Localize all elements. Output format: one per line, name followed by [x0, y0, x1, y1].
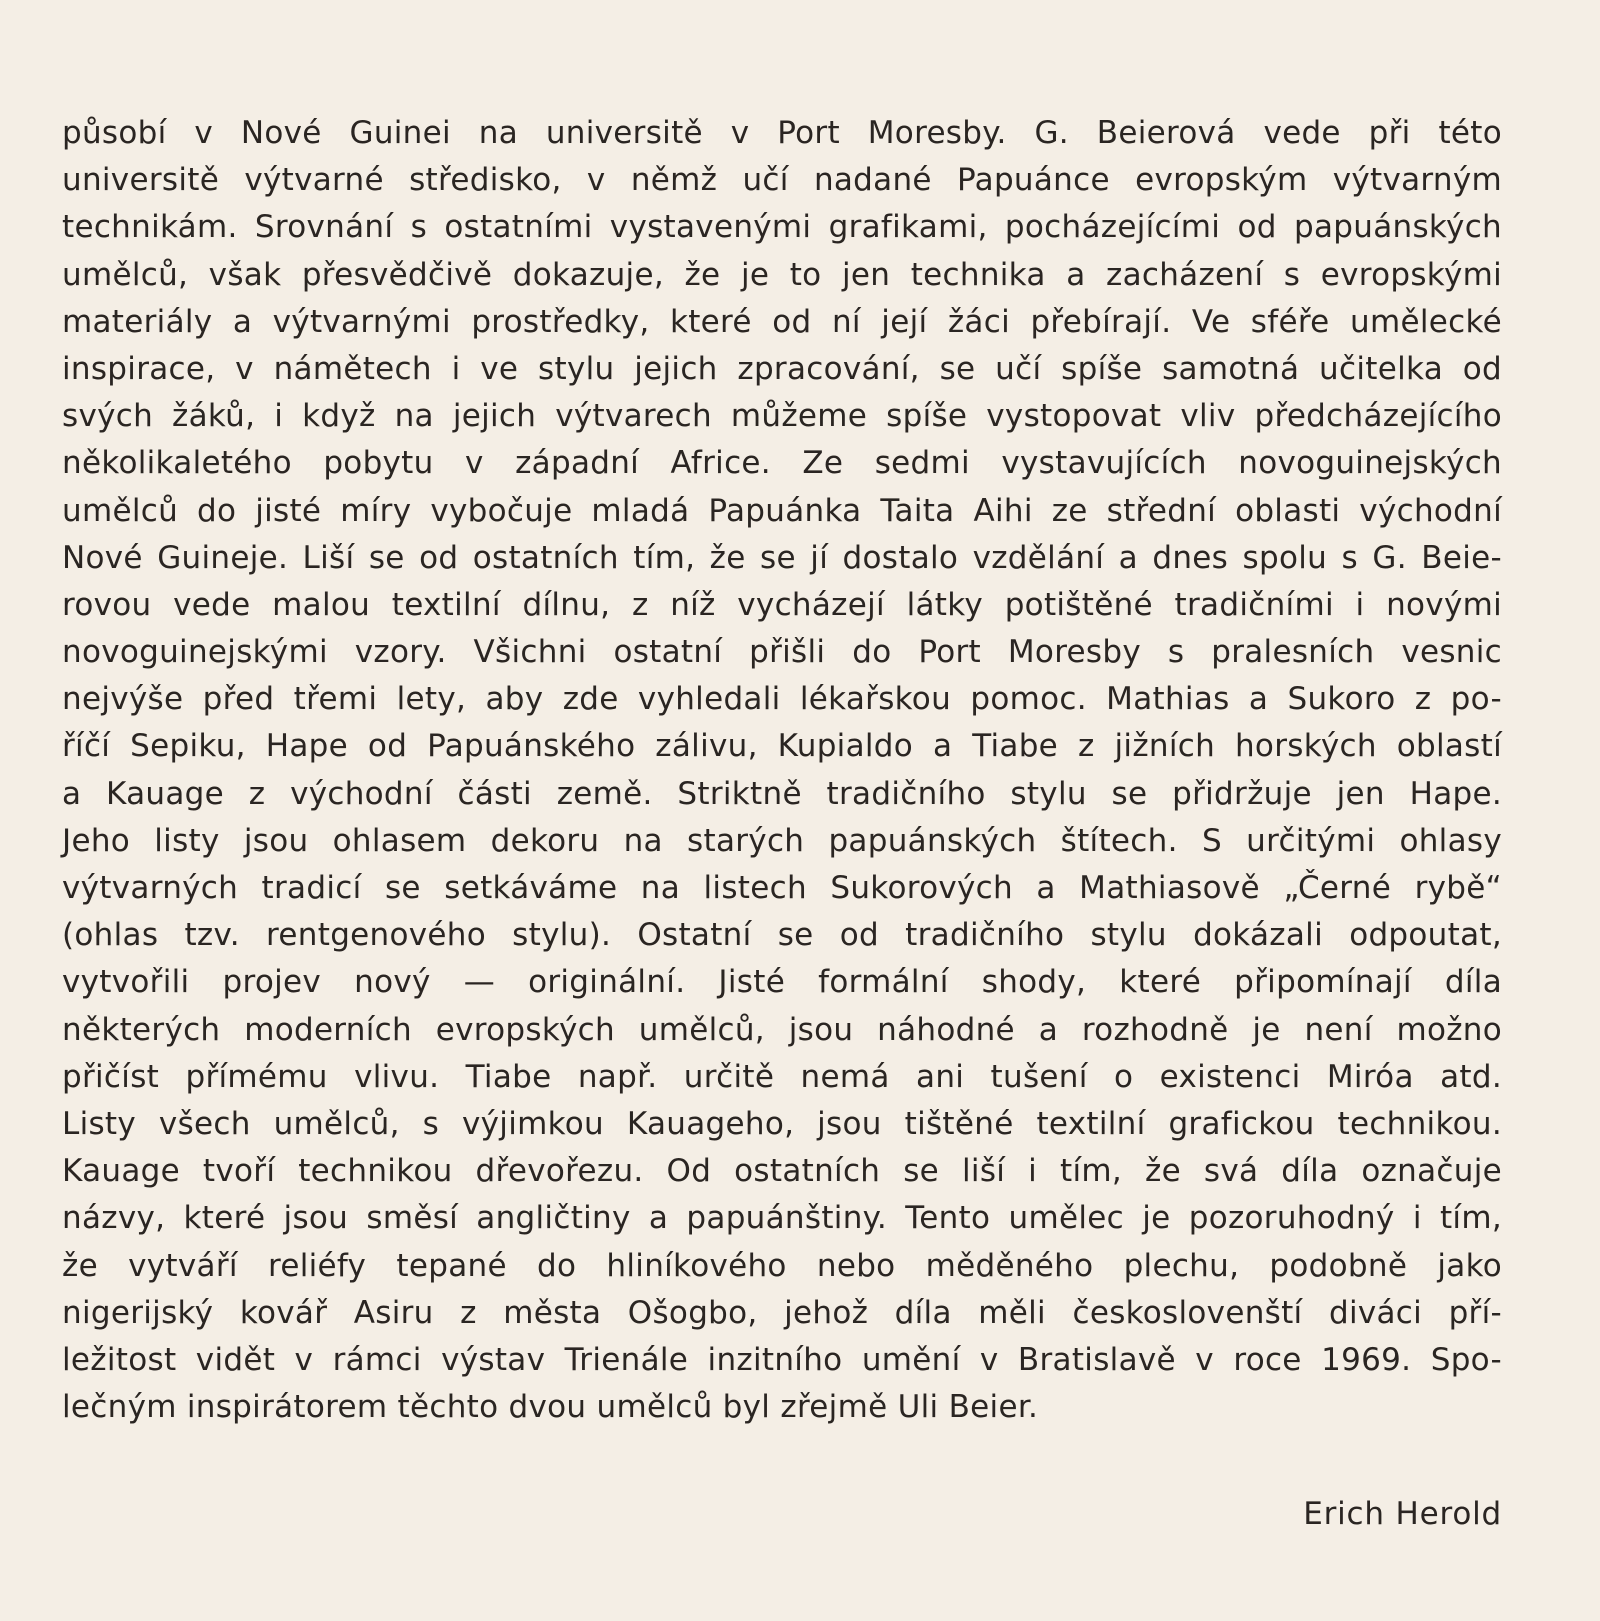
- text-line: a Kauage z východní části země. Striktně tradičního stylu se přidržuje jen Hape.: [62, 775, 1502, 812]
- text-line: nigerijský kovář Asiru z města Ošogbo, jehož díla měli českoslovenští diváci pří-: [62, 1294, 1502, 1331]
- text-line: výtvarných tradicí se setkáváme na listech Sukorových a Mathiasově „Černé rybě“: [62, 870, 1502, 906]
- text-line: universitě výtvarné středisko, v němž učí nadané Papuánce evropským výtvarným: [62, 162, 1502, 199]
- text-line: novoguinejskými vzory. Všichni ostatní přišli do Port Moresby s pralesních vesnic: [62, 634, 1502, 671]
- text-line: svých žáků, i když na jejich výtvarech můžeme spíše vystopovat vliv předcházejícího: [62, 398, 1502, 435]
- text-line: materiály a výtvarnými prostředky, které od ní její žáci přebírají. Ve sféře umělecké: [62, 303, 1502, 340]
- text-line: Listy všech umělců, s výjimkou Kauageho, jsou tištěné textilní grafickou technikou.: [62, 1105, 1502, 1142]
- author-signature: Erich Herold: [1303, 1496, 1502, 1532]
- text-line: ležitost vidět v rámci výstav Trienále inzitního umění v Bratislavě v roce 1969. Spo-: [62, 1341, 1502, 1378]
- text-line: že vytváří reliéfy tepané do hliníkového nebo měděného plechu, podobně jako: [62, 1247, 1502, 1284]
- text-line: nejvýše před třemi lety, aby zde vyhledali lékařskou pomoc. Mathias a Sukoro z po-: [62, 681, 1502, 718]
- text-line: technikám. Srovnání s ostatními vystavenými grafikami, pocházejícími od papuánských: [62, 209, 1502, 246]
- text-line: několikaletého pobytu v západní Africe. Ze sedmi vystavujících novoguinejských: [62, 445, 1502, 482]
- text-line: Nové Guineje. Liší se od ostatních tím, že se jí dostalo vzdělání a dnes spolu s G. Beie-: [62, 539, 1502, 576]
- text-line: názvy, které jsou směsí angličtiny a papuánštiny. Tento umělec je pozoruhodný i tím,: [62, 1200, 1502, 1237]
- text-line: říčí Sepiku, Hape od Papuánského zálivu, Kupialdo a Tiabe z jižních horských oblastí: [62, 728, 1502, 765]
- text-line: některých moderních evropských umělců, jsou náhodné a rozhodně je není možno: [62, 1011, 1502, 1048]
- text-line: umělců do jisté míry vybočuje mladá Papuánka Taita Aihi ze střední oblasti východní: [62, 492, 1502, 529]
- text-line: rovou vede malou textilní dílnu, z níž vycházejí látky potištěné tradičními i novými: [62, 586, 1502, 623]
- text-line: lečným inspirátorem těchto dvou umělců byl zřejmě Uli Beier.: [62, 1389, 1039, 1426]
- text-line: vytvořili projev nový — originální. Jisté formální shody, které připomínají díla: [62, 964, 1502, 1001]
- text-line: inspirace, v námětech i ve stylu jejich zpracování, se učí spíše samotná učitelka od: [62, 350, 1502, 387]
- text-line: působí v Nové Guinei na universitě v Port Moresby. G. Beierová vede při této: [62, 115, 1502, 151]
- text-line: přičíst přímému vlivu. Tiabe např. určitě nemá ani tušení o existenci Miróa atd.: [62, 1058, 1502, 1095]
- text-line: Jeho listy jsou ohlasem dekoru na starých papuánských štítech. S určitými ohlasy: [62, 822, 1502, 859]
- text-line: umělců, však přesvědčivě dokazuje, že je to jen technika a zacházení s evropskými: [62, 256, 1502, 293]
- text-line: (ohlas tzv. rentgenového stylu). Ostatní se od tradičního stylu dokázali odpoutat,: [62, 917, 1502, 954]
- body-paragraph: [62, 110, 1502, 1431]
- text-line: Kauage tvoří technikou dřevořezu. Od ostatních se liší i tím, že svá díla označuje: [62, 1153, 1502, 1190]
